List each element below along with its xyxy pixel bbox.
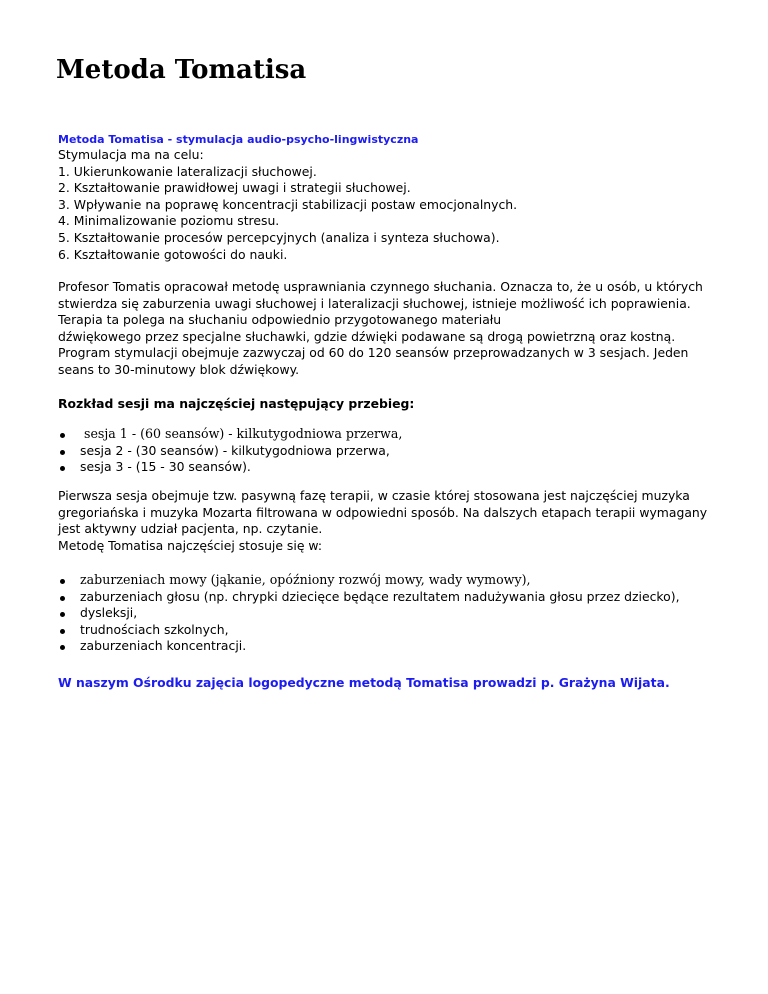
page-title: Metoda Tomatisa [56,55,307,85]
sessions-heading: Rozkład sesji ma najczęściej następujący przebieg: [58,396,415,411]
goals-intro: Stymulacja ma na celu: [58,147,204,162]
bullet-icon [60,612,65,617]
goal-item: 5. Kształtowanie procesów percepcyjnych (analiza i synteza słuchowa). [58,229,500,245]
paragraph-line: stwierdza się zaburzenia uwagi słuchowej i lateralizacji słuchowej, istnieje możliwość ich poprawienia. [58,295,691,311]
session-item-label: sesja 1 - (60 seansów) - kilkutygodniowa przerwa, [80,426,403,441]
session-item-label: sesja 2 - (30 seansów) - kilkutygodniowa przerwa, [80,442,390,458]
use-item-label: zaburzeniach mowy (jąkanie, opóźniony rozwój mowy, wady wymowy), [80,572,531,587]
use-item-label: zaburzeniach głosu (np. chrypki dziecięce będące rezultatem nadużywania głosu przez dziecko), [80,588,680,604]
uses-list [58,572,718,655]
paragraph-line: dźwiękowego przez specjalne słuchawki, gdzie dźwięki podawane są drogą powietrzną oraz kostną. [58,328,676,344]
list-item [58,572,718,589]
list-item [58,426,718,443]
method-paragraph [58,488,718,554]
list-item [58,622,718,639]
paragraph-line: jest aktywny udział pacjenta, np. czytanie. [58,521,323,537]
bullet-icon [60,579,65,584]
list-item [58,605,718,622]
paragraph-line: Program stymulacji obejmuje zazwyczaj od 60 do 120 seansów przeprowadzanych w 3 sesjach. Jeden [58,345,689,361]
goal-item: 2. Kształtowanie prawidłowej uwagi i strategii słuchowej. [58,180,411,196]
use-item-label: trudnościach szkolnych, [80,621,229,637]
paragraph-line: Metodę Tomatisa najczęściej stosuje się w: [58,537,323,553]
bullet-icon [60,433,65,438]
goal-item: 4. Minimalizowanie poziomu stresu. [58,213,280,229]
footer-link[interactable]: W naszym Ośrodku zajęcia logopedyczne metodą Tomatisa prowadzi p. Grażyna Wijata. [58,675,670,690]
description-paragraph [58,279,718,379]
goal-item: 3. Wpływanie na poprawę koncentracji stabilizacji postaw emocjonalnych. [58,196,518,212]
use-item-label: dysleksji, [80,605,138,621]
paragraph-line: seans to 30-minutowy blok dźwiękowy. [58,361,300,377]
goals-section [58,147,718,263]
subtitle-link[interactable]: Metoda Tomatisa - stymulacja audio-psycho-lingwistyczna [58,133,419,146]
use-item-label: zaburzeniach koncentracji. [80,638,247,654]
paragraph-line: Pierwsza sesja obejmuje tzw. pasywną fazę terapii, w czasie której stosowana jest najczęściej muzyka [58,488,690,503]
bullet-icon [60,466,65,471]
bullet-icon [60,629,65,634]
paragraph-line: gregoriańska i muzyka Mozarta filtrowana w odpowiedni sposób. Na dalszych etapach terapii wymagany [58,504,708,520]
list-item [58,443,718,460]
paragraph-line: Profesor Tomatis opracował metodę usprawniania czynnego słuchania. Oznacza to, że u osób, u których [58,279,703,294]
paragraph-line: Terapia ta polega na słuchaniu odpowiednio przygotowanego materiału [58,312,502,328]
goal-item: 1. Ukierunkowanie lateralizacji słuchowej. [58,163,317,179]
bullet-icon [60,645,65,650]
bullet-icon [60,596,65,601]
list-item [58,589,718,606]
bullet-icon [60,450,65,455]
goal-item: 6. Kształtowanie gotowości do nauki. [58,246,288,262]
list-item [58,459,718,476]
session-item-label: sesja 3 - (15 - 30 seansów). [80,459,251,475]
list-item [58,638,718,655]
sessions-list [58,426,718,476]
